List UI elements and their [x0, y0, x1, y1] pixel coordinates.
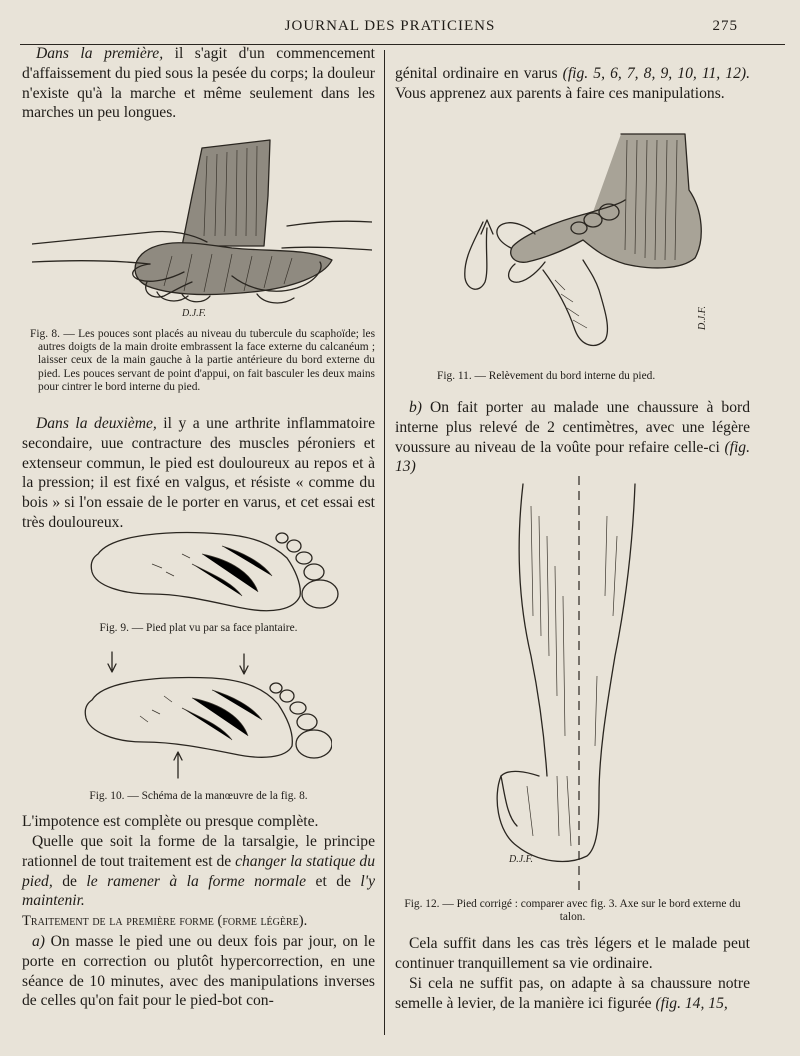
column-divider	[384, 50, 385, 1035]
figure-12	[487, 476, 699, 896]
figure-12-signature: D.J.F.	[509, 854, 533, 865]
figure-8-caption: Fig. 8. — Les pouces sont placés au niveau du tubercule du scaphoïde; les autres doigts de la main droite embrassent la face externe du calcanéum ; laisser ceux de la main gauche à la partie antérieure du bord externe du pied. Les pouces servant de point d'appui, on fait basculer les deux mains pour cintrer le bord interne du pied.	[30, 328, 375, 393]
paragraph-b	[395, 398, 750, 477]
figure-references: (fig. 5, 6, 7, 8, 9, 10, 11, 12).	[562, 65, 750, 82]
figure-10-caption: Fig. 10. — Schéma de la manœuvre de la fig. 8.	[89, 790, 308, 802]
page-number: 275	[712, 18, 738, 34]
item-label: b)	[409, 399, 422, 416]
curved-arrow-icon	[465, 222, 487, 289]
paragraph-text: de	[52, 872, 87, 890]
figure-8-drawing	[32, 136, 372, 322]
paragraph-text: il s'agit d'un commencement d'affaissement du pied sous la pesée du corps; la douleur n'existe qu'à la marche et même seulement dans les marches un peu longues.	[22, 45, 375, 122]
running-header-title: JOURNAL DES PRATICIENS	[284, 18, 496, 34]
figure-12-caption: Fig. 12. — Pied corrigé : comparer avec fig. 3. Axe sur le bord externe du talon.	[404, 898, 741, 924]
paragraph-a	[22, 932, 375, 1011]
paragraph-genital	[395, 64, 750, 104]
figure-11-drawing	[455, 130, 725, 356]
emphasis: Dans la deuxième,	[36, 415, 157, 432]
figure-reference: (fig. 13)	[395, 438, 750, 476]
figure-8	[32, 136, 372, 322]
paragraph-text: Vous apprenez aux parents à faire ces manipulations.	[395, 84, 725, 102]
figure-9-caption: Fig. 9. — Pied plat vu par sa face plantaire.	[99, 622, 298, 634]
paragraph-principe	[22, 832, 375, 911]
figure-12-drawing	[487, 476, 699, 896]
emphasis: le ramener à la forme normale	[86, 872, 307, 890]
figure-11	[455, 130, 725, 356]
paragraph-text: génital ordinaire en varus	[395, 65, 563, 82]
paragraph-premiere-forme	[22, 44, 375, 123]
paragraph-text: Si cela ne suffit pas, on adapte à sa chaussure notre semelle à levier, de la manière ici figurée	[395, 975, 750, 1012]
paragraph-text: On masse le pied une ou deux fois par jour, on le porte en correction ou plutôt hypercorrection, en une séance de 10 minutes, avec des manipulations inverses de celles qu'on fait pour le pied-bot con-	[22, 933, 375, 1010]
paragraph-text: Quelle que soit la forme de la tarsalgie, le principe rationnel de tout traitement est de	[22, 833, 375, 870]
emphasis: l'y maintenir.	[22, 872, 376, 910]
figure-10-drawing	[72, 646, 332, 782]
paragraph-text: On fait porter au malade une chaussure à bord interne plus relevé de 2 centimètres, avec une légère voussure au niveau de la voûte pour refaire celle-ci	[395, 399, 750, 456]
item-label: a)	[32, 933, 45, 950]
figure-10	[72, 646, 332, 782]
arrow-down-icon	[240, 654, 248, 674]
figure-9	[82, 524, 342, 620]
section-heading: Traitement de la première forme (forme légère).	[22, 913, 308, 929]
paragraph-text: il y a une arthrite inflammatoire secondaire, uue contracture des muscles péroniers et extenseur commun, le pied est douloureux au repos et à la pression; il est fixé en valgus, et résiste « comme du bois » si l'on essaie de le porter en varus, et cet essai est très douloureux.	[22, 415, 375, 531]
paragraph-semelle	[395, 974, 750, 1014]
paragraph-text: et de	[306, 872, 361, 890]
arrow-up-icon	[174, 752, 182, 778]
figure-9-drawing	[82, 524, 342, 620]
figure-reference: (fig. 14, 15,	[655, 994, 728, 1012]
arrow-down-icon	[108, 652, 116, 672]
emphasis: Dans la première,	[36, 45, 164, 62]
emphasis: changer la statique du pied,	[22, 852, 375, 890]
figure-11-signature: D.J.F.	[697, 306, 708, 330]
paragraph-cela-suffit: Cela suffit dans les cas très légers et le malade peut continuer tranquillement sa vie ordinaire.	[395, 935, 750, 972]
paragraph-impotence: L'impotence est complète ou presque complète.	[22, 813, 319, 830]
figure-8-signature: D.J.F.	[182, 308, 206, 319]
paragraph-deuxieme-forme	[22, 414, 375, 533]
figure-11-caption: Fig. 11. — Relèvement du bord interne du pied.	[437, 370, 656, 382]
